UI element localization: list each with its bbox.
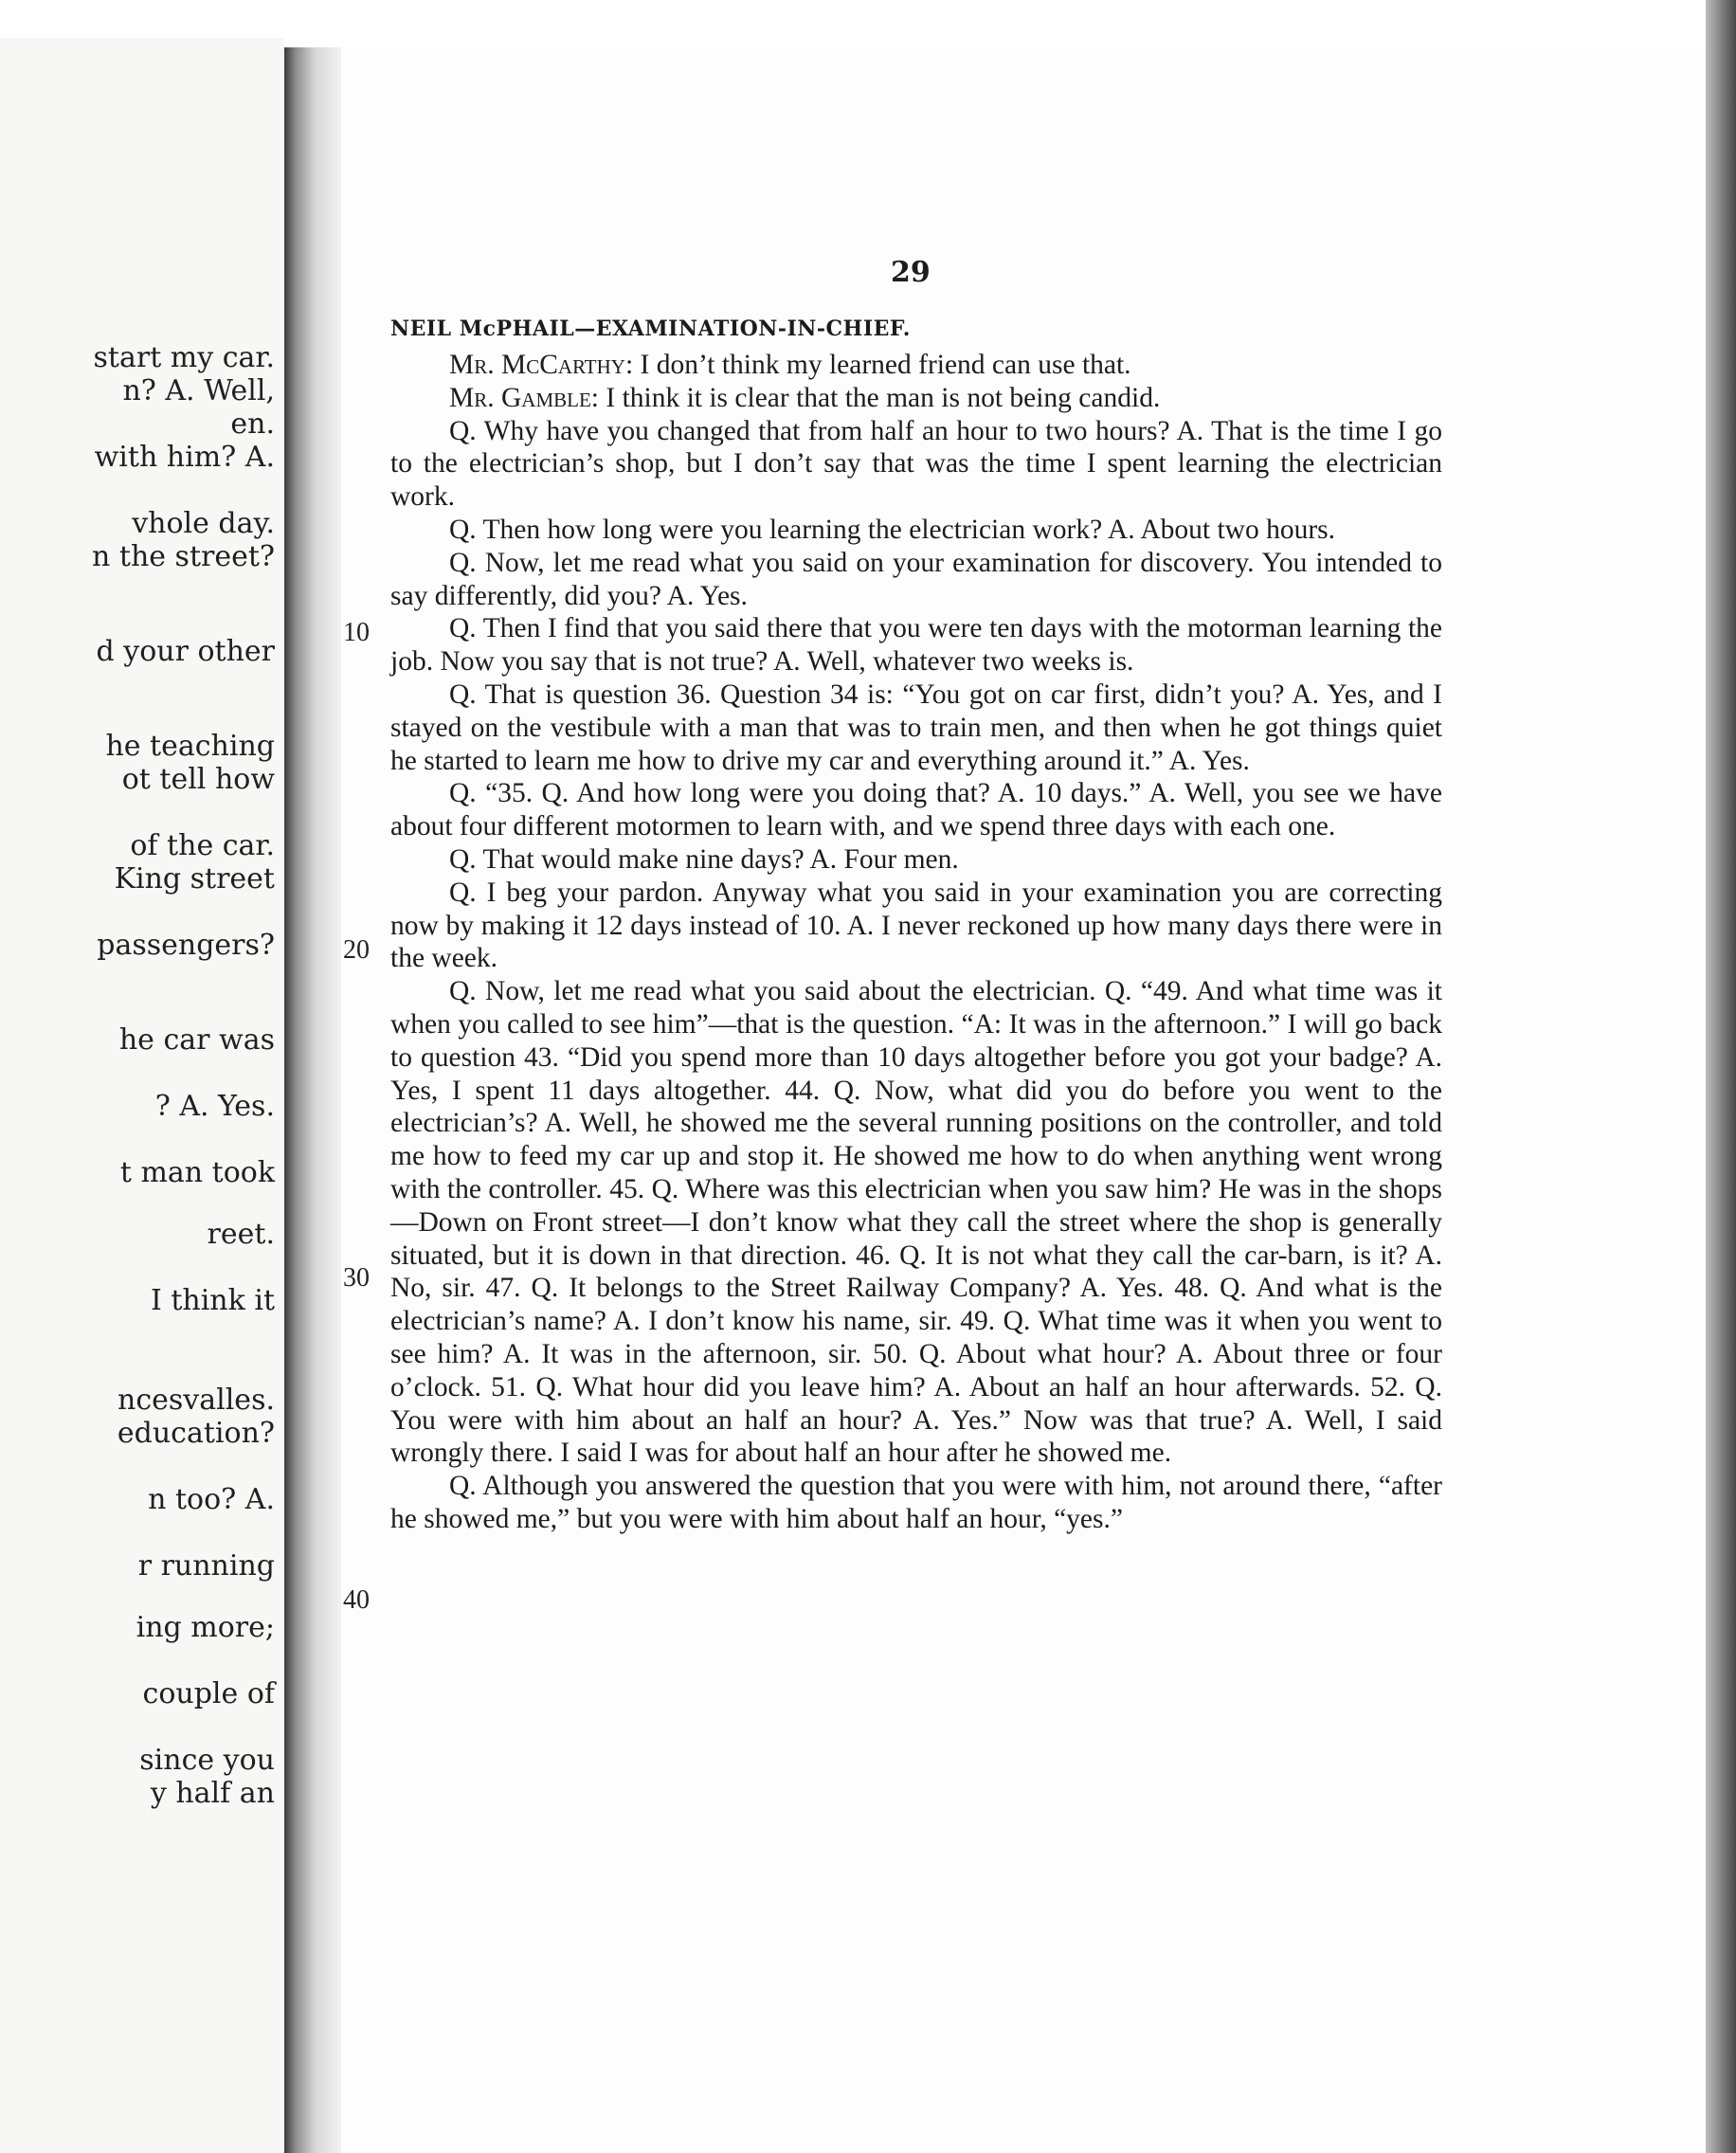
left-page-line: d your other [96, 635, 275, 668]
left-page-line: n the street? [92, 540, 275, 573]
left-page-line: ing more; [136, 1611, 275, 1644]
paragraph: Q. Then I find that you said there that you were ten days with the motorman learning the job. Now you say that is not true? A. Well, whatever two weeks is. [390, 613, 1442, 678]
left-page-line: King street [114, 862, 275, 896]
left-page-line: n? A. Well, [122, 374, 275, 407]
paragraph: Q. Then how long were you learning the electrician work? A. About two hours. [449, 514, 1336, 545]
paragraph: Q. Although you answered the question that you were with him, not around there, “after he showed me,” but you were with him about half an hour, “yes.” [390, 1471, 1442, 1534]
paragraph: Mr. McCarthy: I don’t think my learned friend can use that. [449, 350, 1131, 380]
left-page-line: since you [139, 1744, 275, 1777]
left-page-line: ot tell how [121, 763, 275, 796]
left-page-line: with him? A. [94, 441, 275, 474]
speaker-label: Mr. McCarthy: [449, 350, 634, 380]
left-page-line: vhole day. [132, 507, 275, 540]
left-page-line: passengers? [97, 929, 275, 962]
line-number: 30 [343, 1263, 370, 1293]
left-page-line: n too? A. [148, 1483, 275, 1516]
body-text [390, 349, 1442, 1536]
paragraph: Q. Now, let me read what you said about the electrician. Q. “49. And what time was it when you called to see him”—that is the question. “A: It was in the afternoon.” I will go back to question 43. “Did you spend more than 10 days altogether before you got your badge? A. Yes, I spent 11 days altogether. 44. Q. Now, what did you do before you went to the electrician’s? A. Well, he showed me the several running positions on the controller, and told me how to feed my car up and stop it. He showed me how to do when anything went wrong with the controller. 45. Q. Where was this electrician when you saw him? He was in the shops—Down on Front street—I don’t know what they call the street where the shop is generally situated, but it is down in that direction. 46. Q. It is not what they call the car-barn, is it? A. No, sir. 47. Q. It belongs to the Street Railway Company? A. Yes. 48. Q. And what is the electrician’s name? A. I don’t know his name, sir. 49. Q. What time was it when you went to see him? A. It was in the afternoon, sir. 50. Q. About what hour? A. About three or four o’clock. 51. Q. What hour did you leave him? A. About an half an hour afterwards. 52. Q. You were with him about an half an hour? A. Yes.” Now was that true? A. Well, I said wrongly there. I said I was for about half an hour after he showed me. [390, 976, 1442, 1469]
left-facing-page [0, 38, 284, 2153]
line-number: 40 [343, 1585, 370, 1615]
paragraph: Q. Why have you changed that from half an hour to two hours? A. That is the time I go to the electrician’s shop, but I don’t say that was the time I spent learning the electrician work. [390, 415, 1442, 513]
speaker-label: Mr. Gamble: [449, 382, 599, 413]
running-head: NEIL McPHAIL—EXAMINATION-IN-CHIEF. [390, 317, 911, 341]
page-number: 29 [891, 256, 931, 289]
left-page-line: he car was [118, 1023, 275, 1057]
book-gutter [284, 47, 341, 2153]
line-number: 20 [343, 935, 370, 965]
page-edge-shadow [1706, 0, 1736, 2153]
paragraph: Q. I beg your pardon. Anyway what you said in your examination you are correcting now by making it 12 days instead of 10. A. I never reckoned up how many days there were in the week. [390, 877, 1442, 974]
left-page-line: education? [117, 1417, 275, 1450]
left-page-line: ? A. Yes. [154, 1090, 275, 1123]
paragraph: Q. “35. Q. And how long were you doing that? A. 10 days.” A. Well, you see we have about four different motormen to learn with, and we spend three days with each one. [390, 778, 1442, 842]
left-page-line: start my car. [93, 341, 275, 374]
left-page-line: I think it [150, 1284, 275, 1317]
paragraph: Q. That is question 36. Question 34 is: “You got on car first, didn’t you? A. Yes, and I stayed on the vestibule with a man that was to train men, and then when he got things quiet he started to learn me how to drive my car and everything around it.” A. Yes. [390, 678, 1442, 776]
left-page-line: he teaching [105, 730, 275, 763]
left-page-line: reet. [207, 1218, 275, 1251]
left-page-line: of the car. [130, 829, 275, 862]
paragraph: Q. Now, let me read what you said on your examination for discovery. You intended to say differently, did you? A. Yes. [390, 547, 1442, 611]
left-page-line: y half an [150, 1777, 275, 1810]
left-page-line: ncesvalles. [118, 1384, 275, 1417]
paragraph: Mr. Gamble: I think it is clear that the man is not being candid. [449, 382, 1161, 413]
left-page-line: en. [230, 407, 275, 441]
left-page-line: r running [137, 1549, 275, 1583]
line-number: 10 [343, 618, 370, 647]
left-page-line: t man took [119, 1156, 275, 1189]
paragraph: Q. That would make nine days? A. Four men. [449, 843, 959, 875]
left-page-line: couple of [142, 1677, 275, 1710]
